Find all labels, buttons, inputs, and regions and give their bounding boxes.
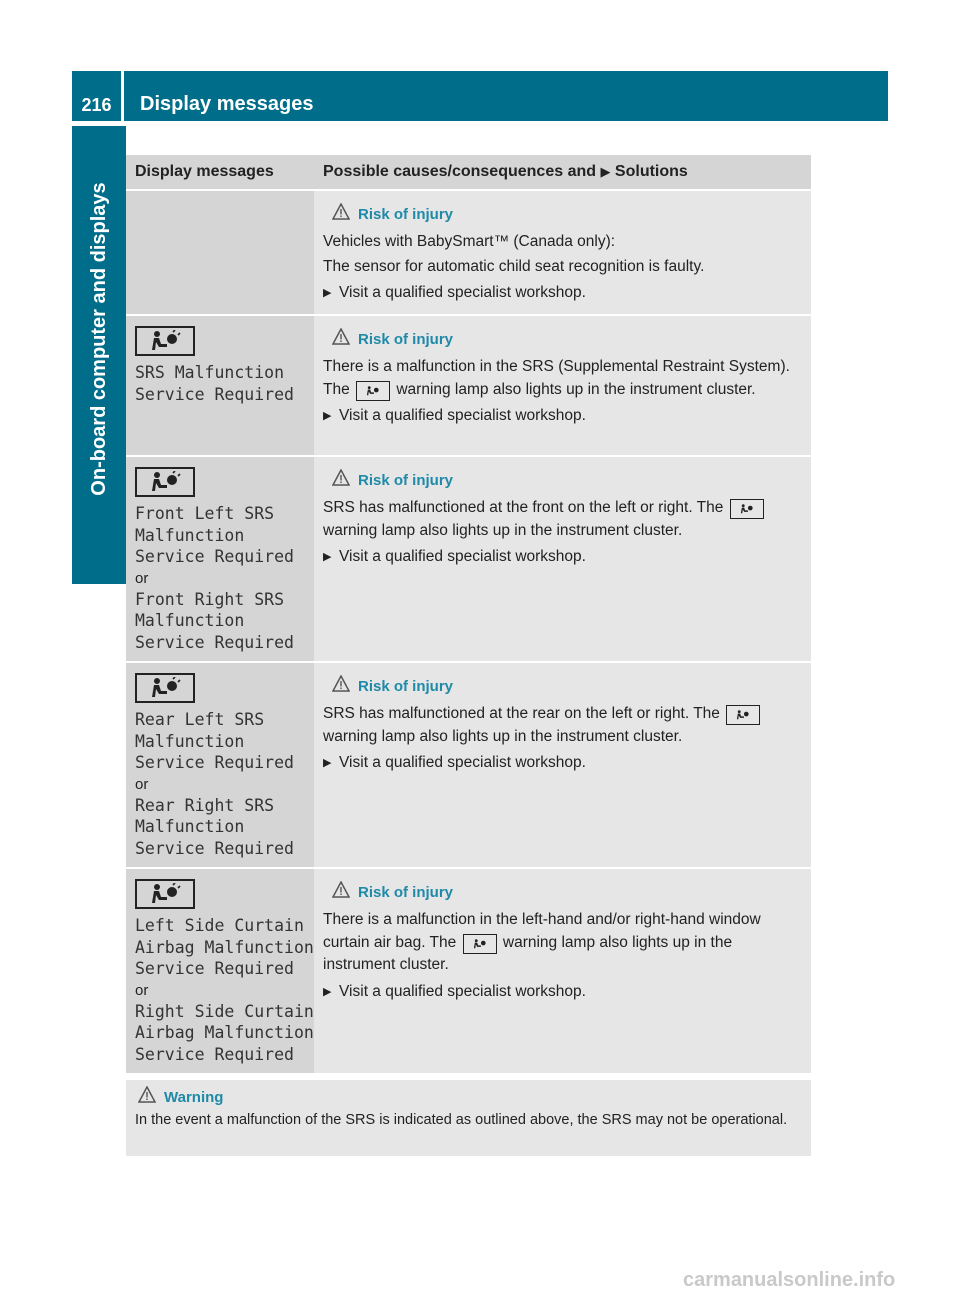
risk-heading xyxy=(323,203,805,225)
page-title: Display messages xyxy=(140,93,314,115)
solution-step-text: Visit a qualified specialist workshop. xyxy=(339,982,586,1000)
solution-step-text: Visit a qualified specialist workshop. xyxy=(339,407,586,424)
col-causes-header xyxy=(314,155,811,190)
cause-text: Vehicles with BabySmart™ (Canada only): xyxy=(323,233,616,250)
display-cell xyxy=(126,315,314,456)
display-cell xyxy=(126,456,314,662)
display-message-line: Malfunction xyxy=(135,611,245,630)
solution-step xyxy=(323,405,805,427)
cause-text: The sensor for automatic child seat recognition is faulty. xyxy=(323,257,705,275)
risk-label: Risk of injury xyxy=(358,205,454,223)
warning-triangle-icon xyxy=(332,675,350,697)
display-message-line: Service Required xyxy=(135,1044,294,1064)
warning-box xyxy=(126,1080,811,1156)
airbag-lamp-icon xyxy=(463,934,497,954)
display-messages-table xyxy=(126,155,811,1075)
display-message-line: Service Required xyxy=(135,753,294,772)
or-separator: or xyxy=(135,775,149,793)
col-solutions-header-text: Solutions xyxy=(614,163,688,180)
solution-step xyxy=(323,282,805,304)
cause-text-after: warning lamp also lights up in the instrument cluster. xyxy=(323,727,683,745)
display-message-line: Service Required xyxy=(135,547,294,566)
cause-text xyxy=(323,703,805,748)
warning-triangle-icon xyxy=(332,328,350,350)
display-message-line: Malfunction xyxy=(135,731,245,751)
side-tab-label: On-board computer and displays xyxy=(88,182,110,496)
table-row xyxy=(126,456,811,662)
display-message-line: Front Left SRS xyxy=(135,504,275,523)
cause-text-after: warning lamp also lights up in the instrument cluster. xyxy=(396,380,756,398)
cause-text xyxy=(323,356,805,401)
warning-heading xyxy=(138,1086,223,1108)
airbag-lamp-icon xyxy=(726,705,760,725)
display-message-line: Service Required xyxy=(135,632,294,652)
airbag-lamp-icon xyxy=(135,879,195,909)
display-message-line: Left Side Curtain xyxy=(135,916,304,935)
solution-step xyxy=(323,546,805,568)
display-message-line: Rear Right SRS xyxy=(135,795,275,815)
display-message-line: Service Required xyxy=(135,384,294,404)
solution-cell xyxy=(314,315,811,456)
display-message-line: Right Side Curtain xyxy=(135,1001,314,1021)
warning-triangle-icon xyxy=(332,203,350,225)
warning-text: In the event a malfunction of the SRS is indicated as outlined above, the SRS may not be operational. xyxy=(135,1112,788,1128)
watermark: carmanualsonline.info xyxy=(683,1269,896,1291)
cause-text-after: warning lamp also lights up in the instrument cluster. xyxy=(323,933,733,973)
cause-text-before: There is a malfunction in the SRS (Supplemental Restraint System). The xyxy=(323,358,790,398)
step-arrow-icon: ▶ xyxy=(323,410,332,422)
solution-cell xyxy=(314,662,811,868)
col-causes-header-text: Possible causes/consequences and xyxy=(323,163,597,180)
step-arrow-icon: ▶ xyxy=(323,757,332,769)
cause-text xyxy=(323,909,805,977)
display-message-line: Airbag Malfunction xyxy=(135,1023,314,1042)
cause-text-after: warning lamp also lights up in the instrument cluster. xyxy=(323,521,683,539)
warning-triangle-icon xyxy=(332,469,350,491)
warning-label: Warning xyxy=(164,1088,224,1106)
risk-heading xyxy=(323,469,805,491)
display-message-line: SRS Malfunction xyxy=(135,363,285,382)
solution-cell xyxy=(314,868,811,1074)
cause-text-before: SRS has malfunctioned at the front on the left or right. The xyxy=(323,499,724,516)
table-row xyxy=(126,190,811,315)
solution-step xyxy=(323,981,805,1003)
solution-cell xyxy=(314,190,811,315)
display-message-line: Malfunction xyxy=(135,817,245,836)
display-message-line: Service Required xyxy=(135,838,294,858)
cause-text-before: SRS has malfunctioned at the rear on the left or right. The xyxy=(323,705,720,722)
risk-label: Risk of injury xyxy=(358,677,454,695)
display-cell xyxy=(126,868,314,1074)
risk-heading xyxy=(323,328,805,350)
step-arrow-icon: ▶ xyxy=(323,985,332,998)
table-row xyxy=(126,868,811,1074)
solution-step xyxy=(323,752,805,774)
display-message-line: Service Required xyxy=(135,959,294,978)
solution-step-text: Visit a qualified specialist workshop. xyxy=(339,548,586,565)
play-arrow-icon: ▶ xyxy=(600,164,611,179)
col-display-messages-header: Display messages xyxy=(126,155,314,190)
solution-step-text: Visit a qualified specialist workshop. xyxy=(339,754,586,771)
risk-heading xyxy=(323,675,805,697)
warning-triangle-icon xyxy=(138,1086,156,1108)
display-message-line: Malfunction xyxy=(135,525,245,545)
risk-label: Risk of injury xyxy=(358,883,454,901)
airbag-lamp-icon xyxy=(135,326,195,356)
or-separator: or xyxy=(135,981,149,999)
airbag-lamp-icon xyxy=(730,499,764,519)
display-message-line: Front Right SRS xyxy=(135,589,285,609)
solution-step-text: Visit a qualified specialist workshop. xyxy=(339,284,586,301)
display-message-line: Rear Left SRS xyxy=(135,710,265,729)
table-header-row xyxy=(126,155,811,190)
cause-text xyxy=(323,497,805,542)
risk-heading xyxy=(323,881,805,903)
airbag-lamp-icon xyxy=(135,673,195,703)
display-cell xyxy=(126,190,314,315)
table-row xyxy=(126,315,811,456)
header-bar xyxy=(72,71,888,121)
or-separator: or xyxy=(135,569,149,587)
risk-label: Risk of injury xyxy=(358,471,454,489)
page-number: 216 xyxy=(72,71,124,121)
airbag-lamp-icon xyxy=(356,381,390,401)
display-cell xyxy=(126,662,314,868)
airbag-lamp-icon xyxy=(135,467,195,497)
cause-text-before: There is a malfunction in the left-hand and/or right-hand window curtain air bag. The xyxy=(323,911,761,951)
step-arrow-icon: ▶ xyxy=(323,287,332,299)
step-arrow-icon: ▶ xyxy=(323,551,332,563)
risk-label: Risk of injury xyxy=(358,330,454,348)
display-message-line: Airbag Malfunction xyxy=(135,937,314,957)
warning-triangle-icon xyxy=(332,881,350,903)
solution-cell xyxy=(314,456,811,662)
table-row xyxy=(126,662,811,868)
